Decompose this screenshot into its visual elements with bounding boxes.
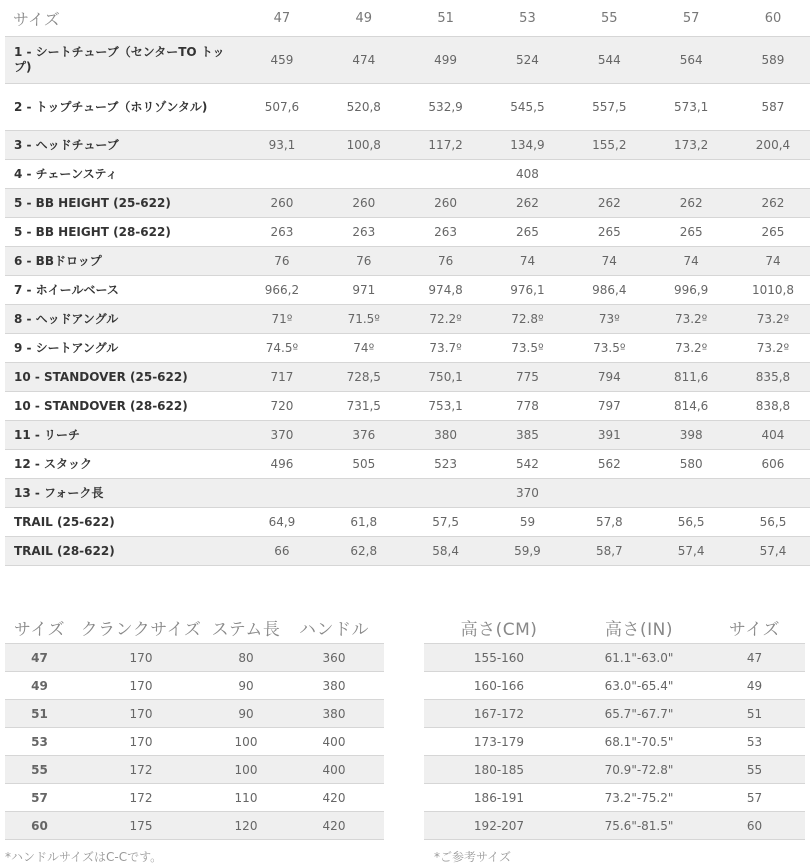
table-row — [424, 784, 805, 812]
value-cell: 753,1 — [405, 392, 487, 421]
components-header-stem: ステム長 — [208, 612, 284, 644]
value-cell: 155,2 — [568, 131, 650, 160]
value-cell: 175 — [74, 812, 208, 840]
value-cell: 180-185 — [424, 756, 574, 784]
value-cell: 73.2º — [650, 334, 732, 363]
table-row — [5, 812, 384, 840]
rider-height-header-size: サイズ — [704, 612, 805, 644]
table-row — [5, 672, 384, 700]
value-cell: 263 — [241, 218, 323, 247]
row-label: TRAIL (28-622) — [5, 537, 241, 566]
row-label: 9 - シートアングル — [5, 334, 241, 363]
value-cell: 496 — [241, 450, 323, 479]
size-cell: 57 — [5, 784, 74, 812]
value-cell: 265 — [487, 218, 569, 247]
value-cell: 370 — [241, 421, 323, 450]
value-cell: 557,5 — [568, 84, 650, 131]
value-cell: 580 — [650, 450, 732, 479]
table-row — [5, 131, 810, 160]
table-row — [424, 700, 805, 728]
value-cell: 459 — [241, 37, 323, 84]
value-cell: 74 — [487, 247, 569, 276]
value-cell: 589 — [732, 37, 810, 84]
value-cell: 59,9 — [487, 537, 569, 566]
row-label: 2 - トップチューブ（ホリゾンタル) — [5, 84, 241, 131]
value-cell: 73.5º — [487, 334, 569, 363]
value-cell: 64,9 — [241, 508, 323, 537]
value-cell: 61.1"-63.0" — [574, 644, 704, 672]
size-header: 47 — [241, 0, 323, 37]
value-cell: 564 — [650, 37, 732, 84]
row-label: 6 - BBドロップ — [5, 247, 241, 276]
value-cell: 971 — [323, 276, 405, 305]
shared-value-cell: 370 — [241, 479, 810, 508]
table-row — [5, 644, 384, 672]
row-label: 3 - ヘッドチューブ — [5, 131, 241, 160]
value-cell: 996,9 — [650, 276, 732, 305]
size-reference-note: *ご参考サイズ — [434, 850, 512, 864]
value-cell: 72.2º — [405, 305, 487, 334]
table-row — [5, 160, 810, 189]
value-cell: 835,8 — [732, 363, 810, 392]
value-cell: 70.9"-72.8" — [574, 756, 704, 784]
value-cell: 172 — [74, 756, 208, 784]
value-cell: 523 — [405, 450, 487, 479]
value-cell: 376 — [323, 421, 405, 450]
size-header: 57 — [650, 0, 732, 37]
value-cell: 260 — [405, 189, 487, 218]
value-cell: 93,1 — [241, 131, 323, 160]
value-cell: 59 — [487, 508, 569, 537]
value-cell: 265 — [650, 218, 732, 247]
table-row — [5, 756, 384, 784]
value-cell: 55 — [704, 756, 805, 784]
table-row — [5, 305, 810, 334]
table-row — [5, 508, 810, 537]
value-cell: 160-166 — [424, 672, 574, 700]
value-cell: 73.2º — [732, 334, 810, 363]
components-table — [5, 612, 384, 840]
value-cell: 380 — [405, 421, 487, 450]
value-cell: 380 — [284, 672, 384, 700]
value-cell: 507,6 — [241, 84, 323, 131]
value-cell: 57 — [704, 784, 805, 812]
value-cell: 173,2 — [650, 131, 732, 160]
value-cell: 263 — [323, 218, 405, 247]
components-header-size: サイズ — [5, 612, 74, 644]
value-cell: 170 — [74, 672, 208, 700]
row-label: 11 - リーチ — [5, 421, 241, 450]
value-cell: 110 — [208, 784, 284, 812]
size-header: 55 — [568, 0, 650, 37]
value-cell: 520,8 — [323, 84, 405, 131]
row-label: TRAIL (25-622) — [5, 508, 241, 537]
value-cell: 155-160 — [424, 644, 574, 672]
value-cell: 49 — [704, 672, 805, 700]
table-row — [5, 189, 810, 218]
value-cell: 74.5º — [241, 334, 323, 363]
table-row — [424, 812, 805, 840]
shared-value-cell: 408 — [241, 160, 810, 189]
value-cell: 262 — [487, 189, 569, 218]
size-cell: 55 — [5, 756, 74, 784]
size-cell: 51 — [5, 700, 74, 728]
value-cell: 974,8 — [405, 276, 487, 305]
size-header: 60 — [732, 0, 810, 37]
rider-height-body — [424, 644, 805, 840]
value-cell: 74 — [568, 247, 650, 276]
value-cell: 811,6 — [650, 363, 732, 392]
table-row — [5, 218, 810, 247]
value-cell: 1010,8 — [732, 276, 810, 305]
size-header: 53 — [487, 0, 569, 37]
value-cell: 717 — [241, 363, 323, 392]
table-row — [424, 644, 805, 672]
components-header-handlebar: ハンドル — [284, 612, 384, 644]
table-row — [5, 450, 810, 479]
value-cell: 90 — [208, 700, 284, 728]
size-cell: 47 — [5, 644, 74, 672]
value-cell: 262 — [568, 189, 650, 218]
value-cell: 172 — [74, 784, 208, 812]
value-cell: 562 — [568, 450, 650, 479]
row-label: 1 - シートチューブ（センターTO トップ) — [5, 37, 241, 84]
row-label: 13 - フォーク長 — [5, 479, 241, 508]
value-cell: 262 — [732, 189, 810, 218]
value-cell: 797 — [568, 392, 650, 421]
rider-height-table — [424, 612, 805, 840]
row-label: 12 - スタック — [5, 450, 241, 479]
value-cell: 380 — [284, 700, 384, 728]
size-header: 51 — [405, 0, 487, 37]
value-cell: 186-191 — [424, 784, 574, 812]
value-cell: 170 — [74, 728, 208, 756]
value-cell: 134,9 — [487, 131, 569, 160]
value-cell: 750,1 — [405, 363, 487, 392]
value-cell: 53 — [704, 728, 805, 756]
value-cell: 524 — [487, 37, 569, 84]
value-cell: 72.8º — [487, 305, 569, 334]
handlebar-note: *ハンドルサイズはC-Cです。 — [5, 850, 163, 864]
row-label: 5 - BB HEIGHT (25-622) — [5, 189, 241, 218]
value-cell: 542 — [487, 450, 569, 479]
value-cell: 262 — [650, 189, 732, 218]
value-cell: 499 — [405, 37, 487, 84]
size-cell: 60 — [5, 812, 74, 840]
table-row — [5, 276, 810, 305]
value-cell: 545,5 — [487, 84, 569, 131]
value-cell: 73.5º — [568, 334, 650, 363]
value-cell: 192-207 — [424, 812, 574, 840]
value-cell: 728,5 — [323, 363, 405, 392]
value-cell: 56,5 — [650, 508, 732, 537]
geometry-table — [5, 0, 810, 566]
value-cell: 260 — [323, 189, 405, 218]
value-cell: 71º — [241, 305, 323, 334]
rider-height-header-cm: 高さ(CM) — [424, 612, 574, 644]
table-row — [5, 728, 384, 756]
geometry-body — [5, 37, 810, 566]
value-cell: 167-172 — [424, 700, 574, 728]
row-label: 10 - STANDOVER (28-622) — [5, 392, 241, 421]
value-cell: 56,5 — [732, 508, 810, 537]
value-cell: 66 — [241, 537, 323, 566]
value-cell: 778 — [487, 392, 569, 421]
value-cell: 58,7 — [568, 537, 650, 566]
row-label: 7 - ホイールベース — [5, 276, 241, 305]
value-cell: 976,1 — [487, 276, 569, 305]
value-cell: 838,8 — [732, 392, 810, 421]
value-cell: 420 — [284, 784, 384, 812]
geometry-header-row — [5, 0, 810, 37]
row-label: 5 - BB HEIGHT (28-622) — [5, 218, 241, 247]
value-cell: 100 — [208, 728, 284, 756]
value-cell: 117,2 — [405, 131, 487, 160]
value-cell: 532,9 — [405, 84, 487, 131]
table-row — [5, 537, 810, 566]
value-cell: 62,8 — [323, 537, 405, 566]
value-cell: 404 — [732, 421, 810, 450]
table-row — [5, 392, 810, 421]
table-row — [424, 756, 805, 784]
value-cell: 505 — [323, 450, 405, 479]
value-cell: 400 — [284, 728, 384, 756]
table-row — [5, 84, 810, 131]
table-row — [5, 421, 810, 450]
value-cell: 73º — [568, 305, 650, 334]
value-cell: 794 — [568, 363, 650, 392]
value-cell: 65.7"-67.7" — [574, 700, 704, 728]
value-cell: 90 — [208, 672, 284, 700]
value-cell: 58,4 — [405, 537, 487, 566]
row-label: 8 - ヘッドアングル — [5, 305, 241, 334]
value-cell: 76 — [405, 247, 487, 276]
value-cell: 170 — [74, 700, 208, 728]
value-cell: 76 — [323, 247, 405, 276]
value-cell: 57,8 — [568, 508, 650, 537]
value-cell: 57,5 — [405, 508, 487, 537]
value-cell: 71.5º — [323, 305, 405, 334]
geometry-header-label: サイズ — [5, 0, 241, 37]
value-cell: 398 — [650, 421, 732, 450]
value-cell: 61,8 — [323, 508, 405, 537]
value-cell: 57,4 — [732, 537, 810, 566]
value-cell: 474 — [323, 37, 405, 84]
value-cell: 173-179 — [424, 728, 574, 756]
value-cell: 73.2"-75.2" — [574, 784, 704, 812]
table-row — [5, 363, 810, 392]
size-header: 49 — [323, 0, 405, 37]
value-cell: 47 — [704, 644, 805, 672]
value-cell: 68.1"-70.5" — [574, 728, 704, 756]
rider-height-header-row — [424, 612, 805, 644]
value-cell: 73.2º — [732, 305, 810, 334]
value-cell: 391 — [568, 421, 650, 450]
table-row — [5, 247, 810, 276]
table-row — [5, 37, 810, 84]
value-cell: 51 — [704, 700, 805, 728]
row-label: 10 - STANDOVER (25-622) — [5, 363, 241, 392]
value-cell: 73.2º — [650, 305, 732, 334]
components-header-crank: クランクサイズ — [74, 612, 208, 644]
value-cell: 587 — [732, 84, 810, 131]
value-cell: 60 — [704, 812, 805, 840]
value-cell: 966,2 — [241, 276, 323, 305]
value-cell: 76 — [241, 247, 323, 276]
components-body — [5, 644, 384, 840]
table-row — [424, 672, 805, 700]
value-cell: 544 — [568, 37, 650, 84]
value-cell: 260 — [241, 189, 323, 218]
value-cell: 120 — [208, 812, 284, 840]
value-cell: 63.0"-65.4" — [574, 672, 704, 700]
value-cell: 731,5 — [323, 392, 405, 421]
value-cell: 74 — [650, 247, 732, 276]
value-cell: 420 — [284, 812, 384, 840]
value-cell: 265 — [568, 218, 650, 247]
value-cell: 73.7º — [405, 334, 487, 363]
value-cell: 100,8 — [323, 131, 405, 160]
table-row — [424, 728, 805, 756]
value-cell: 360 — [284, 644, 384, 672]
value-cell: 814,6 — [650, 392, 732, 421]
value-cell: 100 — [208, 756, 284, 784]
value-cell: 170 — [74, 644, 208, 672]
rider-height-header-in: 高さ(IN) — [574, 612, 704, 644]
value-cell: 400 — [284, 756, 384, 784]
value-cell: 265 — [732, 218, 810, 247]
value-cell: 200,4 — [732, 131, 810, 160]
table-row — [5, 784, 384, 812]
value-cell: 573,1 — [650, 84, 732, 131]
value-cell: 74 — [732, 247, 810, 276]
value-cell: 57,4 — [650, 537, 732, 566]
table-row — [5, 700, 384, 728]
value-cell: 74º — [323, 334, 405, 363]
value-cell: 385 — [487, 421, 569, 450]
value-cell: 606 — [732, 450, 810, 479]
value-cell: 263 — [405, 218, 487, 247]
row-label: 4 - チェーンスティ — [5, 160, 241, 189]
value-cell: 986,4 — [568, 276, 650, 305]
size-cell: 49 — [5, 672, 74, 700]
table-row — [5, 334, 810, 363]
size-cell: 53 — [5, 728, 74, 756]
table-row — [5, 479, 810, 508]
value-cell: 80 — [208, 644, 284, 672]
value-cell: 75.6"-81.5" — [574, 812, 704, 840]
value-cell: 720 — [241, 392, 323, 421]
components-header-row — [5, 612, 384, 644]
value-cell: 775 — [487, 363, 569, 392]
